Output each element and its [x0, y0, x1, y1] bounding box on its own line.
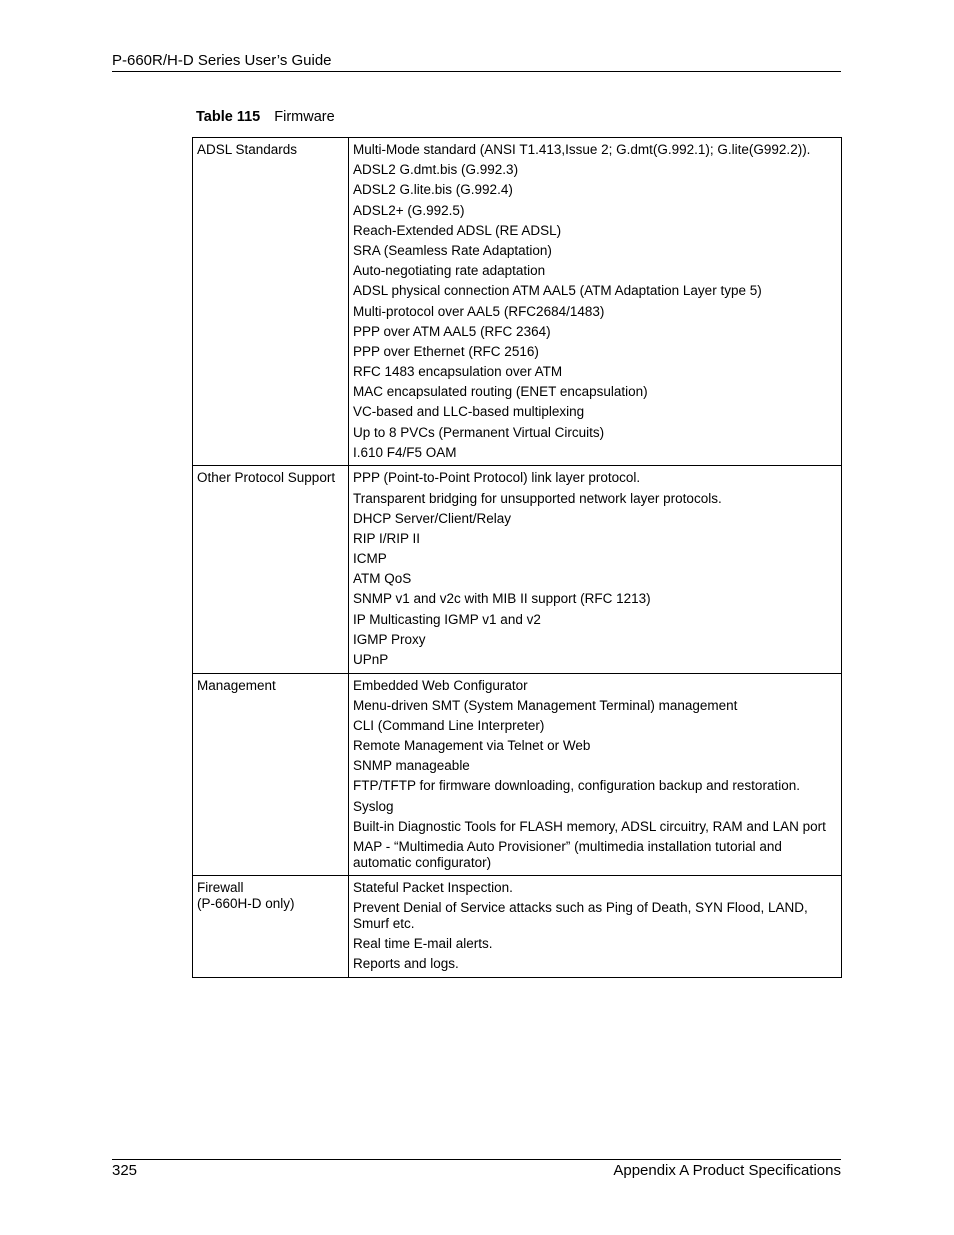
table-title: Firmware — [274, 109, 335, 125]
feature-item: IGMP Proxy — [353, 631, 426, 647]
firmware-table — [192, 137, 842, 978]
table-row — [193, 466, 842, 673]
feature-item: ADSL physical connection ATM AAL5 (ATM Adaptation Layer type 5) — [353, 283, 762, 299]
row-label: (P-660H-D only) — [197, 896, 295, 911]
feature-item: Reports and logs. — [353, 956, 459, 972]
row-features-cell — [349, 876, 842, 978]
feature-item: SRA (Seamless Rate Adaptation) — [353, 242, 552, 258]
feature-item: UPnP — [353, 652, 389, 667]
table-row — [193, 138, 842, 466]
page-number: 325 — [112, 1162, 138, 1179]
feature-item: Multi-protocol over AAL5 (RFC2684/1483) — [353, 303, 605, 319]
feature-item: Reach-Extended ADSL (RE ADSL) — [353, 222, 562, 238]
feature-item: Syslog — [353, 798, 394, 814]
feature-item: DHCP Server/Client/Relay — [353, 510, 512, 526]
feature-item: Prevent Denial of Service attacks such as Ping of Death, SYN Flood, LAND, Smurf etc. — [353, 900, 808, 931]
feature-item: MAC encapsulated routing (ENET encapsulation) — [353, 384, 648, 400]
feature-item: SNMP v1 and v2c with MIB II support (RFC 1213) — [353, 591, 651, 607]
feature-item: PPP over Ethernet (RFC 2516) — [353, 343, 539, 359]
feature-item: Stateful Packet Inspection. — [353, 880, 513, 895]
row-features-cell — [349, 673, 842, 876]
feature-item: Remote Management via Telnet or Web — [353, 738, 591, 754]
table-body — [193, 138, 842, 978]
feature-item: ICMP — [353, 551, 387, 567]
table-row — [193, 876, 842, 978]
feature-item: MAP - “Multimedia Auto Provisioner” (multimedia installation tutorial and automatic configurator) — [353, 839, 782, 870]
feature-item: ADSL2 G.lite.bis (G.992.4) — [353, 182, 513, 198]
feature-item: Up to 8 PVCs (Permanent Virtual Circuits) — [353, 424, 605, 440]
feature-list — [353, 678, 837, 871]
feature-item: FTP/TFTP for firmware downloading, configuration backup and restoration. — [353, 778, 800, 794]
feature-item: PPP (Point-to-Point Protocol) link layer protocol. — [353, 470, 641, 486]
feature-item: IP Multicasting IGMP v1 and v2 — [353, 611, 541, 627]
row-label-cell — [193, 138, 349, 466]
footer-divider — [112, 1159, 841, 1160]
row-features-cell — [349, 138, 842, 466]
row-label: Firewall — [197, 880, 244, 895]
row-label: ADSL Standards — [197, 142, 298, 157]
feature-item: RIP I/RIP II — [353, 530, 421, 546]
feature-list — [353, 880, 837, 972]
row-label: Other Protocol Support — [197, 470, 336, 486]
table-row — [193, 673, 842, 876]
row-label-cell — [193, 876, 349, 978]
feature-item: PPP over ATM AAL5 (RFC 2364) — [353, 323, 551, 339]
table-number: Table 115 — [196, 109, 261, 125]
feature-item: Multi-Mode standard (ANSI T1.413,Issue 2; G.dmt(G.992.1); G.lite(G992.2)). — [353, 142, 811, 157]
table-caption — [196, 108, 335, 126]
feature-item: SNMP manageable — [353, 758, 470, 774]
footer-section-title: Appendix A Product Specifications — [613, 1162, 841, 1179]
feature-item: Menu-driven SMT (System Management Terminal) management — [353, 697, 738, 713]
feature-item: VC-based and LLC-based multiplexing — [353, 404, 585, 420]
row-label-cell — [193, 466, 349, 673]
row-features-cell — [349, 466, 842, 673]
feature-list — [353, 470, 837, 667]
feature-item: RFC 1483 encapsulation over ATM — [353, 364, 563, 380]
row-label-cell — [193, 673, 349, 876]
feature-item: ADSL2+ (G.992.5) — [353, 202, 465, 218]
feature-item: CLI (Command Line Interpreter) — [353, 717, 545, 733]
running-header: P-660R/H-D Series User’s Guide — [112, 52, 332, 69]
header-divider — [112, 71, 841, 72]
feature-item: Transparent bridging for unsupported network layer protocols. — [353, 490, 722, 506]
feature-item: ADSL2 G.dmt.bis (G.992.3) — [353, 162, 519, 178]
feature-list — [353, 142, 837, 460]
feature-item: I.610 F4/F5 OAM — [353, 444, 457, 460]
feature-item: Real time E-mail alerts. — [353, 935, 493, 951]
feature-item: Built-in Diagnostic Tools for FLASH memory, ADSL circuitry, RAM and LAN port — [353, 818, 826, 834]
feature-item: Auto-negotiating rate adaptation — [353, 263, 546, 279]
feature-item: Embedded Web Configurator — [353, 677, 528, 693]
row-label: Management — [197, 677, 276, 693]
feature-item: ATM QoS — [353, 571, 412, 587]
